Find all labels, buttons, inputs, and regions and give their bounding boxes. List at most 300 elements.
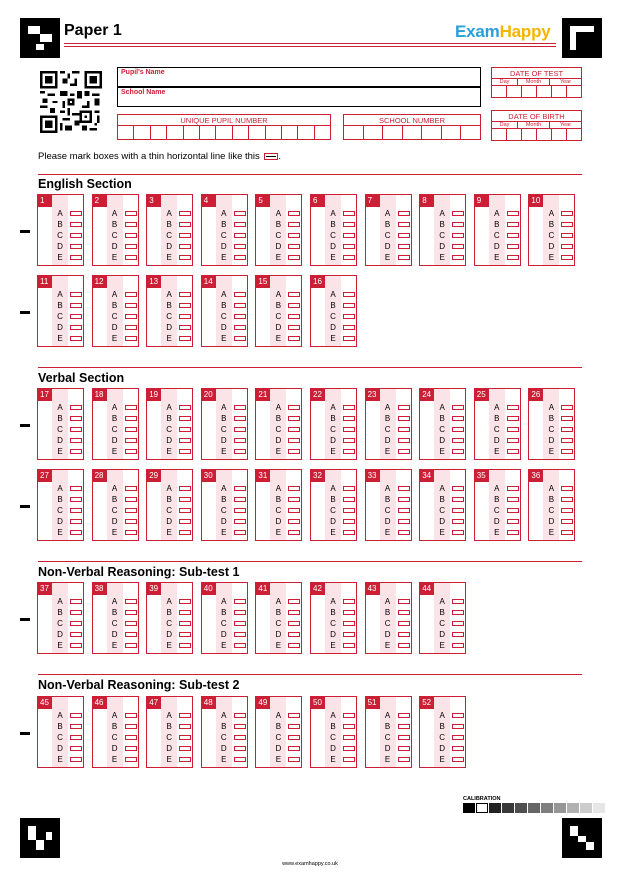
answer-bubble[interactable]	[343, 427, 355, 432]
answer-bubble[interactable]	[70, 336, 82, 341]
answer-bubble[interactable]	[288, 746, 300, 751]
answer-bubble[interactable]	[452, 211, 464, 216]
answer-bubble[interactable]	[125, 746, 137, 751]
answer-bubble[interactable]	[70, 325, 82, 330]
answer-option	[107, 710, 137, 721]
answer-bubble[interactable]	[288, 233, 300, 238]
answer-bubble[interactable]	[452, 519, 464, 524]
answer-bubble[interactable]	[70, 449, 82, 454]
answer-bubble[interactable]	[234, 497, 246, 502]
answer-bubble[interactable]	[70, 599, 82, 604]
answer-bubble[interactable]	[561, 211, 573, 216]
answer-bubble[interactable]	[234, 325, 246, 330]
answer-bubble[interactable]	[561, 497, 573, 502]
answer-bubble[interactable]	[125, 643, 137, 648]
answer-bubble[interactable]	[234, 255, 246, 260]
answer-bubble[interactable]	[125, 416, 137, 421]
answer-bubble[interactable]	[125, 255, 137, 260]
answer-bubble[interactable]	[70, 314, 82, 319]
answer-bubble[interactable]	[288, 508, 300, 513]
answer-bubble[interactable]	[234, 303, 246, 308]
answer-bubble[interactable]	[179, 211, 191, 216]
answer-bubble[interactable]	[398, 508, 410, 513]
answer-bubble[interactable]	[452, 610, 464, 615]
answer-bubble[interactable]	[288, 757, 300, 762]
answer-bubble[interactable]	[70, 610, 82, 615]
answer-bubble[interactable]	[70, 621, 82, 626]
answer-option	[270, 743, 300, 754]
answer-bubble[interactable]	[343, 303, 355, 308]
answer-bubble[interactable]	[507, 508, 519, 513]
school-name-field[interactable]: School Name	[117, 87, 481, 107]
answer-bubble[interactable]	[561, 530, 573, 535]
answer-bubble[interactable]	[398, 497, 410, 502]
answer-bubble[interactable]	[398, 519, 410, 524]
answer-bubble[interactable]	[179, 519, 191, 524]
answer-bubble[interactable]	[179, 643, 191, 648]
answer-bubble[interactable]	[125, 336, 137, 341]
answer-bubble[interactable]	[125, 314, 137, 319]
answer-bubble[interactable]	[70, 233, 82, 238]
option-letter: C	[111, 231, 118, 240]
option-letter: C	[384, 733, 391, 742]
answer-bubble[interactable]	[343, 292, 355, 297]
answer-bubble[interactable]	[234, 336, 246, 341]
answer-bubble[interactable]	[70, 757, 82, 762]
answer-bubble[interactable]	[507, 416, 519, 421]
answer-bubble[interactable]	[125, 405, 137, 410]
answer-bubble[interactable]	[234, 530, 246, 535]
answer-bubble[interactable]	[452, 244, 464, 249]
answer-bubble[interactable]	[398, 724, 410, 729]
answer-bubble[interactable]	[452, 438, 464, 443]
answer-bubble[interactable]	[70, 724, 82, 729]
answer-bubble[interactable]	[561, 416, 573, 421]
answer-bubble[interactable]	[125, 757, 137, 762]
answer-bubble[interactable]	[234, 735, 246, 740]
answer-bubble[interactable]	[507, 233, 519, 238]
answer-bubble[interactable]	[288, 713, 300, 718]
answer-bubble[interactable]	[234, 486, 246, 491]
answer-bubble[interactable]	[507, 427, 519, 432]
answer-option	[161, 300, 191, 311]
option-letter: B	[330, 301, 336, 310]
answer-bubble[interactable]	[452, 233, 464, 238]
answer-bubble[interactable]	[507, 222, 519, 227]
answer-bubble[interactable]	[507, 486, 519, 491]
option-letter: E	[494, 528, 500, 537]
answer-bubble[interactable]	[179, 222, 191, 227]
answer-bubble[interactable]	[288, 336, 300, 341]
option-letter: A	[111, 711, 118, 720]
option-letter: B	[275, 414, 282, 423]
answer-option	[434, 230, 464, 241]
answer-bubble[interactable]	[288, 438, 300, 443]
answer-bubble[interactable]	[452, 735, 464, 740]
answer-bubble[interactable]	[343, 438, 355, 443]
answer-bubble[interactable]	[452, 632, 464, 637]
answer-bubble[interactable]	[234, 233, 246, 238]
answer-bubble[interactable]	[234, 211, 246, 216]
answer-bubble[interactable]	[343, 325, 355, 330]
answer-bubble[interactable]	[288, 416, 300, 421]
answer-bubble[interactable]	[288, 449, 300, 454]
option-letter: A	[166, 209, 172, 218]
answer-bubble[interactable]	[343, 713, 355, 718]
answer-bubble[interactable]	[561, 255, 573, 260]
answer-bubble[interactable]	[179, 292, 191, 297]
answer-bubble[interactable]	[343, 233, 355, 238]
option-letter: A	[494, 209, 500, 218]
answer-bubble[interactable]	[70, 643, 82, 648]
answer-bubble[interactable]	[125, 713, 137, 718]
answer-bubble[interactable]	[125, 233, 137, 238]
answer-bubble[interactable]	[343, 405, 355, 410]
answer-bubble[interactable]	[398, 449, 410, 454]
answer-bubble[interactable]	[288, 724, 300, 729]
answer-bubble[interactable]	[70, 632, 82, 637]
answer-bubble[interactable]	[398, 599, 410, 604]
answer-bubble[interactable]	[234, 405, 246, 410]
calibration-swatch	[476, 803, 488, 813]
answer-bubble[interactable]	[179, 405, 191, 410]
answer-bubble[interactable]	[561, 405, 573, 410]
answer-bubble[interactable]	[234, 416, 246, 421]
answer-bubble[interactable]	[288, 222, 300, 227]
answer-bubble[interactable]	[507, 497, 519, 502]
answer-bubble[interactable]	[452, 746, 464, 751]
answer-bubble[interactable]	[125, 438, 137, 443]
answer-bubble[interactable]	[398, 632, 410, 637]
answer-bubble[interactable]	[70, 244, 82, 249]
answer-bubble[interactable]	[179, 233, 191, 238]
answer-bubble[interactable]	[398, 621, 410, 626]
question-box	[146, 469, 193, 541]
answer-bubble[interactable]	[288, 530, 300, 535]
answer-bubble[interactable]	[179, 449, 191, 454]
option-letter: A	[439, 711, 445, 720]
answer-bubble[interactable]	[398, 222, 410, 227]
option-letter: A	[57, 290, 63, 299]
answer-bubble[interactable]	[398, 416, 410, 421]
answer-bubble[interactable]	[288, 621, 300, 626]
answer-bubble[interactable]	[452, 449, 464, 454]
question-box	[365, 696, 412, 768]
answer-bubble[interactable]	[398, 211, 410, 216]
answer-bubble[interactable]	[125, 724, 137, 729]
option-letter: C	[57, 619, 63, 628]
answer-bubble[interactable]	[398, 486, 410, 491]
answer-bubble[interactable]	[288, 211, 300, 216]
answer-bubble[interactable]	[343, 449, 355, 454]
answer-bubble[interactable]	[70, 303, 82, 308]
answer-bubble[interactable]	[398, 643, 410, 648]
answer-bubble[interactable]	[179, 530, 191, 535]
answer-bubble[interactable]	[288, 497, 300, 502]
answer-bubble[interactable]	[125, 632, 137, 637]
answer-bubble[interactable]	[398, 405, 410, 410]
answer-bubble[interactable]	[179, 244, 191, 249]
answer-bubble[interactable]	[507, 530, 519, 535]
answer-bubble[interactable]	[507, 211, 519, 216]
answer-bubble[interactable]	[234, 610, 246, 615]
answer-bubble[interactable]	[70, 438, 82, 443]
answer-bubble[interactable]	[452, 486, 464, 491]
answer-bubble[interactable]	[179, 599, 191, 604]
answer-bubble[interactable]	[343, 497, 355, 502]
answer-bubble[interactable]	[507, 244, 519, 249]
answer-bubble[interactable]	[288, 303, 300, 308]
answer-bubble[interactable]	[398, 438, 410, 443]
answer-bubble[interactable]	[343, 336, 355, 341]
answer-bubble[interactable]	[125, 244, 137, 249]
answer-bubble[interactable]	[561, 449, 573, 454]
answer-bubble[interactable]	[234, 449, 246, 454]
answer-bubble[interactable]	[288, 632, 300, 637]
answer-bubble[interactable]	[70, 735, 82, 740]
answer-bubble[interactable]	[179, 336, 191, 341]
answer-bubble[interactable]	[234, 757, 246, 762]
answer-bubble[interactable]	[288, 405, 300, 410]
answer-bubble[interactable]	[343, 610, 355, 615]
answer-bubble[interactable]	[179, 621, 191, 626]
answer-bubble[interactable]	[179, 314, 191, 319]
answer-bubble[interactable]	[70, 292, 82, 297]
answer-bubble[interactable]	[561, 427, 573, 432]
answer-bubble[interactable]	[398, 427, 410, 432]
answer-bubble[interactable]	[452, 621, 464, 626]
answer-bubble[interactable]	[288, 519, 300, 524]
answer-bubble[interactable]	[125, 222, 137, 227]
answer-bubble[interactable]	[234, 643, 246, 648]
answer-bubble[interactable]	[234, 244, 246, 249]
answer-bubble[interactable]	[561, 244, 573, 249]
answer-bubble[interactable]	[70, 486, 82, 491]
answer-bubble[interactable]	[507, 405, 519, 410]
answer-bubble[interactable]	[398, 746, 410, 751]
answer-bubble[interactable]	[125, 427, 137, 432]
answer-bubble[interactable]	[343, 621, 355, 626]
answer-bubble[interactable]	[179, 735, 191, 740]
answer-bubble[interactable]	[452, 497, 464, 502]
answer-bubble[interactable]	[125, 486, 137, 491]
answer-option	[161, 710, 191, 721]
answer-bubble[interactable]	[561, 222, 573, 227]
school-number-grid[interactable]: SCHOOL NUMBER	[343, 114, 481, 140]
date-of-test-grid[interactable]: DATE OF TEST Day Month Year	[491, 67, 582, 98]
answer-bubble[interactable]	[452, 508, 464, 513]
answer-bubble[interactable]	[179, 713, 191, 718]
answer-bubble[interactable]	[452, 222, 464, 227]
answer-bubble[interactable]	[234, 599, 246, 604]
answer-bubble[interactable]	[343, 724, 355, 729]
answer-bubble[interactable]	[234, 713, 246, 718]
unique-pupil-number-grid[interactable]: UNIQUE PUPIL NUMBER	[117, 114, 331, 140]
answer-bubble[interactable]	[179, 416, 191, 421]
answer-bubble[interactable]	[343, 643, 355, 648]
answer-bubble[interactable]	[179, 632, 191, 637]
answer-bubble[interactable]	[125, 519, 137, 524]
answer-bubble[interactable]	[234, 222, 246, 227]
answer-bubble[interactable]	[343, 519, 355, 524]
answer-bubble[interactable]	[288, 486, 300, 491]
answer-bubble[interactable]	[343, 222, 355, 227]
answer-bubble[interactable]	[343, 416, 355, 421]
answer-bubble[interactable]	[452, 599, 464, 604]
answer-bubble[interactable]	[288, 325, 300, 330]
answer-option	[216, 300, 246, 311]
answer-bubble[interactable]	[452, 416, 464, 421]
answer-bubble[interactable]	[507, 255, 519, 260]
question-box	[37, 275, 84, 347]
answer-bubble[interactable]	[234, 314, 246, 319]
option-letter: D	[384, 630, 391, 639]
answer-bubble[interactable]	[125, 508, 137, 513]
answer-bubble[interactable]	[234, 519, 246, 524]
answer-bubble[interactable]	[70, 405, 82, 410]
answer-bubble[interactable]	[70, 519, 82, 524]
answer-bubble[interactable]	[179, 497, 191, 502]
answer-bubble[interactable]	[398, 610, 410, 615]
answer-bubble[interactable]	[288, 643, 300, 648]
answer-bubble[interactable]	[398, 530, 410, 535]
answer-bubble[interactable]	[179, 757, 191, 762]
answer-bubble[interactable]	[125, 449, 137, 454]
answer-bubble[interactable]	[288, 427, 300, 432]
answer-bubble[interactable]	[234, 632, 246, 637]
answer-bubble[interactable]	[234, 438, 246, 443]
answer-bubble[interactable]	[452, 724, 464, 729]
answer-bubble[interactable]	[288, 255, 300, 260]
answer-bubble[interactable]	[343, 244, 355, 249]
answer-bubble[interactable]	[70, 255, 82, 260]
answer-bubble[interactable]	[125, 610, 137, 615]
answer-bubble[interactable]	[398, 735, 410, 740]
answer-bubble[interactable]	[288, 314, 300, 319]
answer-bubble[interactable]	[507, 438, 519, 443]
pupil-name-field[interactable]: Pupil's Name	[117, 67, 481, 87]
answer-bubble[interactable]	[343, 599, 355, 604]
answer-bubble[interactable]	[561, 486, 573, 491]
answer-bubble[interactable]	[70, 746, 82, 751]
answer-bubble[interactable]	[452, 643, 464, 648]
answer-bubble[interactable]	[234, 292, 246, 297]
answer-bubble[interactable]	[343, 508, 355, 513]
answer-bubble[interactable]	[179, 610, 191, 615]
answer-bubble[interactable]	[452, 255, 464, 260]
answer-option	[325, 435, 355, 446]
answer-bubble[interactable]	[288, 292, 300, 297]
answer-bubble[interactable]	[125, 735, 137, 740]
answer-bubble[interactable]	[343, 530, 355, 535]
answer-bubble[interactable]	[343, 211, 355, 216]
answer-bubble[interactable]	[70, 427, 82, 432]
option-letter: C	[111, 425, 118, 434]
answer-option	[107, 629, 137, 640]
question-box	[92, 469, 139, 541]
answer-bubble[interactable]	[452, 713, 464, 718]
question-number: 35	[475, 470, 489, 482]
answer-bubble[interactable]	[179, 438, 191, 443]
answer-bubble[interactable]	[179, 303, 191, 308]
answer-bubble[interactable]	[452, 530, 464, 535]
answer-bubble[interactable]	[234, 621, 246, 626]
answer-bubble[interactable]	[288, 244, 300, 249]
answer-bubble[interactable]	[125, 325, 137, 330]
answer-bubble[interactable]	[70, 416, 82, 421]
answer-bubble[interactable]	[343, 486, 355, 491]
answer-bubble[interactable]	[507, 449, 519, 454]
answer-bubble[interactable]	[70, 222, 82, 227]
answer-bubble[interactable]	[343, 314, 355, 319]
answer-bubble[interactable]	[179, 746, 191, 751]
answer-bubble[interactable]	[234, 724, 246, 729]
answer-bubble[interactable]	[70, 211, 82, 216]
question-number: 40	[202, 583, 216, 595]
answer-bubble[interactable]	[398, 255, 410, 260]
answer-bubble[interactable]	[179, 486, 191, 491]
answer-bubble[interactable]	[343, 735, 355, 740]
answer-bubble[interactable]	[125, 292, 137, 297]
answer-bubble[interactable]	[452, 427, 464, 432]
answer-bubble[interactable]	[179, 724, 191, 729]
answer-bubble[interactable]	[561, 233, 573, 238]
answer-bubble[interactable]	[70, 497, 82, 502]
date-of-birth-grid[interactable]: DATE OF BIRTH Day Month Year	[491, 110, 582, 141]
answer-bubble[interactable]	[288, 610, 300, 615]
answer-bubble[interactable]	[125, 497, 137, 502]
answer-bubble[interactable]	[343, 255, 355, 260]
answer-bubble[interactable]	[398, 233, 410, 238]
answer-bubble[interactable]	[125, 211, 137, 216]
answer-bubble[interactable]	[561, 438, 573, 443]
answer-bubble[interactable]	[179, 255, 191, 260]
answer-bubble[interactable]	[179, 508, 191, 513]
answer-bubble[interactable]	[343, 757, 355, 762]
answer-bubble[interactable]	[452, 405, 464, 410]
answer-bubble[interactable]	[234, 746, 246, 751]
answer-bubble[interactable]	[179, 427, 191, 432]
answer-bubble[interactable]	[125, 530, 137, 535]
question-box	[310, 469, 357, 541]
answer-bubble[interactable]	[398, 713, 410, 718]
answer-bubble[interactable]	[288, 599, 300, 604]
answer-bubble[interactable]	[70, 508, 82, 513]
answer-bubble[interactable]	[398, 757, 410, 762]
option-letter: C	[493, 231, 500, 240]
answer-bubble[interactable]	[234, 508, 246, 513]
answer-option	[107, 516, 137, 527]
answer-bubble[interactable]	[343, 746, 355, 751]
answer-bubble[interactable]	[561, 519, 573, 524]
option-letter: B	[166, 495, 172, 504]
answer-bubble[interactable]	[179, 325, 191, 330]
answer-bubble[interactable]	[70, 713, 82, 718]
answer-bubble[interactable]	[125, 621, 137, 626]
answer-bubble[interactable]	[398, 244, 410, 249]
answer-bubble[interactable]	[70, 530, 82, 535]
answer-option	[380, 607, 410, 618]
answer-bubble[interactable]	[234, 427, 246, 432]
answer-bubble[interactable]	[343, 632, 355, 637]
answer-bubble[interactable]	[125, 599, 137, 604]
answer-bubble[interactable]	[507, 519, 519, 524]
answer-bubble[interactable]	[288, 735, 300, 740]
answer-bubble[interactable]	[561, 508, 573, 513]
answer-bubble[interactable]	[452, 757, 464, 762]
answer-bubble[interactable]	[125, 303, 137, 308]
option-letter: E	[111, 755, 118, 764]
